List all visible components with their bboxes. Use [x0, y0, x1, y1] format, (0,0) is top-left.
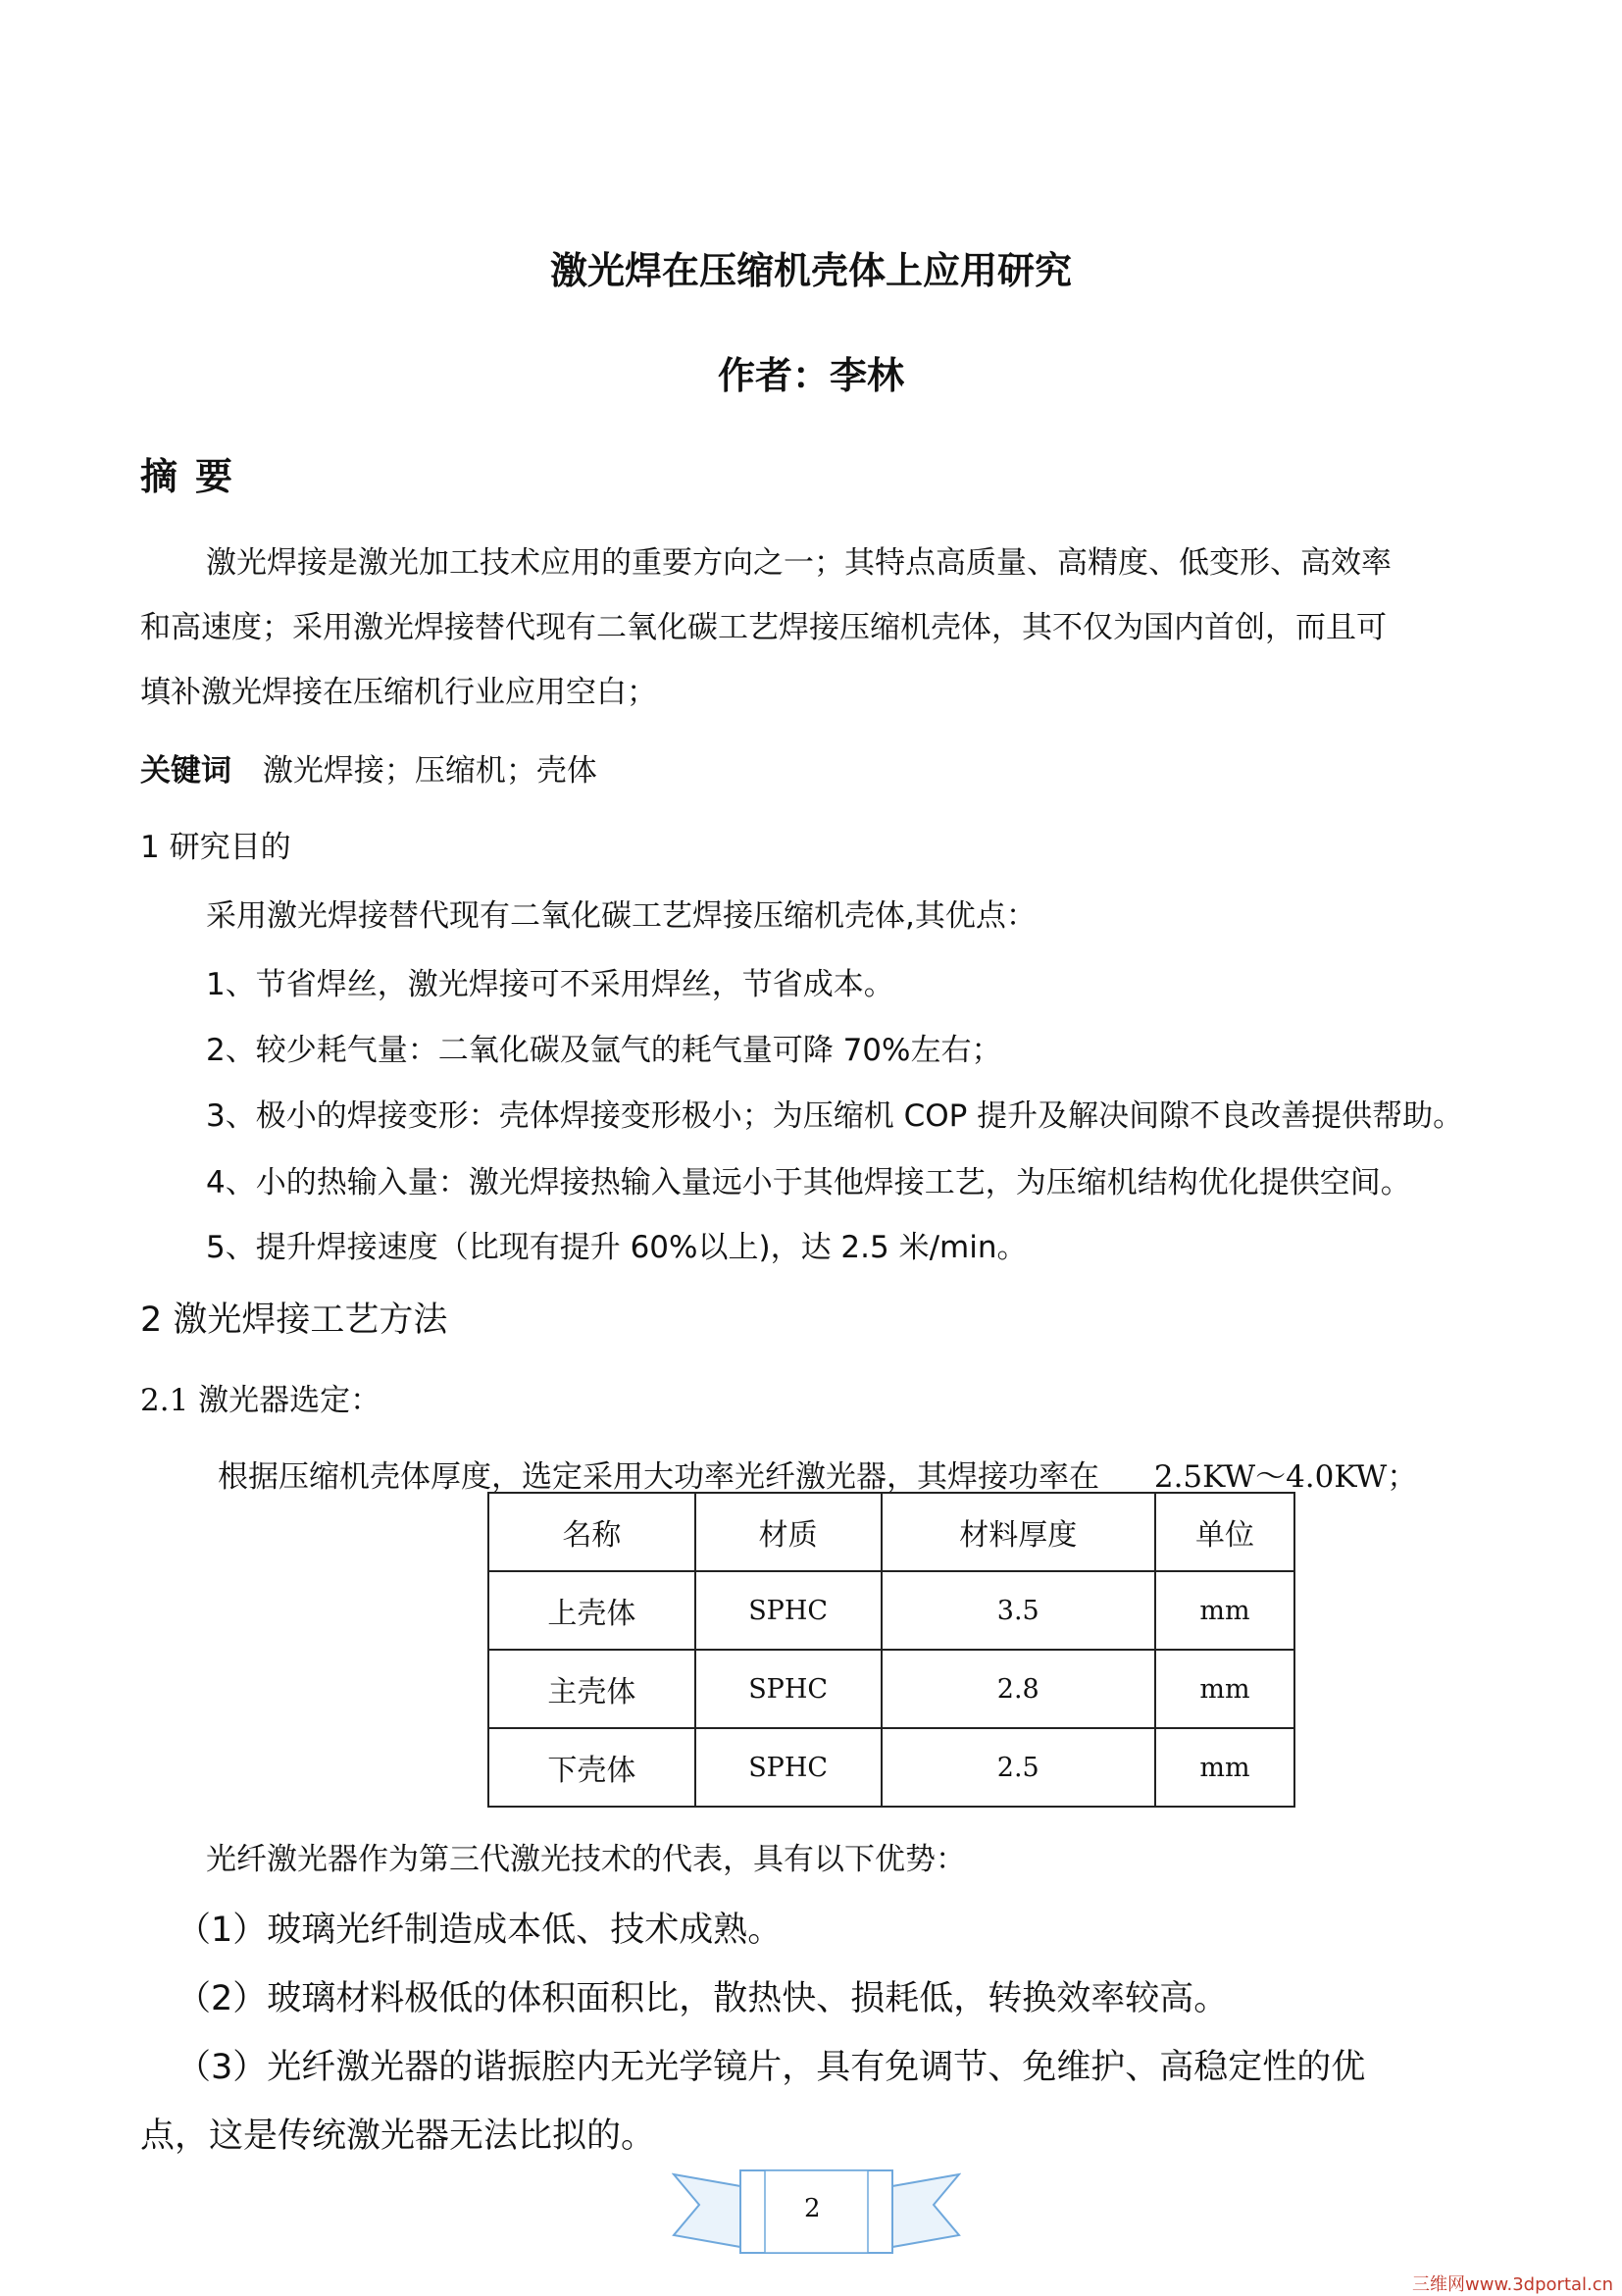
page-number: 2: [804, 2194, 821, 2223]
table-cell: 下壳体: [488, 1728, 695, 1807]
table-cell: 3.5: [882, 1571, 1155, 1650]
material-table: [487, 1492, 1295, 1808]
table-header-cell: 材料厚度: [882, 1493, 1155, 1571]
table-cell: mm: [1155, 1728, 1294, 1807]
abstract-line-1: 激光焊接是激光加工技术应用的重要方向之一；其特点高质量、高精度、低变形、高效率: [206, 545, 1392, 581]
table-cell: SPHC: [695, 1650, 882, 1728]
table-cell: 上壳体: [488, 1571, 695, 1650]
section1-item-2: 2、较少耗气量：二氧化碳及氩气的耗气量可降 70%左右；: [206, 1033, 1002, 1068]
abstract-line-2: 和高速度；采用激光焊接替代现有二氧化碳工艺焊接压缩机壳体，其不仅为国内首创，而且可: [140, 610, 1387, 645]
section1-intro: 采用激光焊接替代现有二氧化碳工艺焊接压缩机壳体,其优点：: [206, 898, 1037, 934]
section1-item-1: 1、节省焊丝，激光焊接可不采用焊丝，节省成本。: [206, 967, 894, 1002]
section2-1-heading: 2.1 激光器选定：: [140, 1383, 381, 1418]
advantage-1: （1）玻璃光纤制造成本低、技术成熟。: [177, 1911, 783, 1950]
author-line: 作者：李林: [717, 354, 904, 397]
table-header-cell: 单位: [1155, 1493, 1294, 1571]
table-cell: SPHC: [695, 1728, 882, 1807]
abstract-heading: 摘要: [140, 455, 251, 498]
section1-item-5: 5、提升焊接速度（比现有提升 60%以上)，达 2.5 米/min。: [206, 1230, 1028, 1265]
fiber-laser-intro: 光纤激光器作为第三代激光技术的代表，具有以下优势：: [206, 1842, 966, 1877]
section1-item-3: 3、极小的焊接变形：壳体焊接变形极小；为压缩机 COP 提升及解决间隙不良改善提供帮助。: [206, 1098, 1464, 1134]
advantage-3-cont: 点，这是传统激光器无法比拟的。: [140, 2117, 656, 2156]
keywords-value: 激光焊接；压缩机；壳体: [262, 753, 597, 789]
table-row: [488, 1571, 1294, 1650]
advantage-2: （2）玻璃材料极低的体积面积比，散热快、损耗低，转换效率较高。: [177, 1979, 1229, 2018]
table-cell: 2.8: [882, 1650, 1155, 1728]
table-cell: mm: [1155, 1650, 1294, 1728]
table-header-row: [488, 1493, 1294, 1571]
table-header-cell: 材质: [695, 1493, 882, 1571]
paper-title: 激光焊在压缩机壳体上应用研究: [549, 249, 1072, 292]
table-cell: 主壳体: [488, 1650, 695, 1728]
section2-1-intro-text: 根据压缩机壳体厚度，选定采用大功率光纤激光器，其焊接功率在: [218, 1459, 1099, 1495]
keywords: [140, 745, 597, 790]
abstract-line-3: 填补激光焊接在压缩机行业应用空白；: [140, 675, 657, 710]
table-cell: mm: [1155, 1571, 1294, 1650]
keywords-label: 关键词: [140, 753, 231, 789]
table-row: [488, 1650, 1294, 1728]
section2-heading: 2 激光焊接工艺方法: [140, 1301, 448, 1340]
section2-1-intro: [218, 1452, 1417, 1496]
section2-1-power-range: 2.5KW～4.0KW；: [1153, 1459, 1418, 1495]
table-row: [488, 1728, 1294, 1807]
watermark: 三维网www.3dportal.cn: [1412, 2274, 1614, 2295]
table-cell: 2.5: [882, 1728, 1155, 1807]
section1-heading: 1 研究目的: [140, 830, 291, 865]
advantage-3: （3）光纤激光器的谐振腔内无光学镜片，具有免调节、免维护、高稳定性的优: [177, 2048, 1366, 2087]
table-header-cell: 名称: [488, 1493, 695, 1571]
table-cell: SPHC: [695, 1571, 882, 1650]
section1-item-4: 4、小的热输入量：激光焊接热输入量远小于其他焊接工艺，为压缩机结构优化提供空间。: [206, 1165, 1411, 1200]
